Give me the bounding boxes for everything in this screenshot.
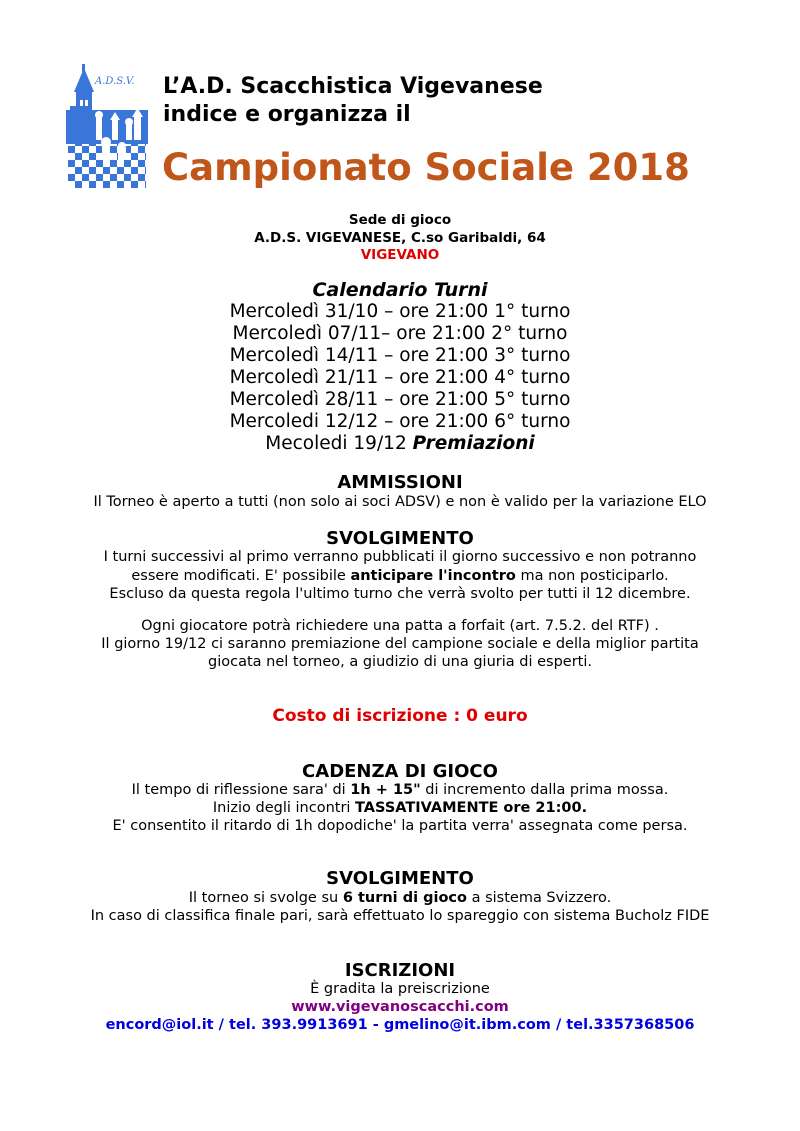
registration-cost: Costo di iscrizione : 0 euro xyxy=(272,706,528,726)
svolgimento-line-4: Ogni giocatore potrà richiedere una patta a forfait (art. 7.5.2. del RTF) . xyxy=(141,618,659,634)
cadenza-line-1 xyxy=(0,781,800,800)
svolgimento-2-heading: SVOLGIMENTO xyxy=(326,868,474,889)
cadenza-line-1-post: di incremento dalla prima mossa. xyxy=(420,782,669,798)
calendar-round: Mercoledì 21/11 – ore 21:00 4° turno xyxy=(229,367,571,388)
calendar-title: Calendario Turni xyxy=(312,279,488,301)
svolgimento-2-line-2: In caso di classifica finale pari, sarà effettuato lo spareggio con sistema Bucholz FIDE xyxy=(90,908,710,924)
svolgimento-2-line-1-post: a sistema Svizzero. xyxy=(466,890,612,906)
cadenza-line-2-bold: TASSATIVAMENTE ore 21:00. xyxy=(355,800,588,816)
header-line-2: indice e organizza il xyxy=(163,102,411,127)
calendar-awards xyxy=(0,433,800,455)
svolgimento-line-6: giocata nel torneo, a giudizio di una giuria di esperti. xyxy=(208,654,592,670)
cadenza-line-1-bold: 1h + 15" xyxy=(350,782,421,798)
calendar-awards-date: Mecoledi 19/12 xyxy=(265,433,413,454)
cadenza-line-2-pre: Inizio degli incontri xyxy=(212,800,356,816)
calendar-awards-label: Premiazioni xyxy=(412,433,535,454)
calendar-round: Mercoledì 07/11– ore 21:00 2° turno xyxy=(232,323,568,344)
header-line-1: L’A.D. Scacchistica Vigevanese xyxy=(163,74,543,99)
svolgimento-2-line-1 xyxy=(0,889,800,908)
venue-city: VIGEVANO xyxy=(360,247,440,263)
venue-label: Sede di gioco xyxy=(348,212,452,228)
calendar-round: Mercoledì 28/11 – ore 21:00 5° turno xyxy=(229,389,571,410)
calendar-round: Mercoledi 12/12 – ore 21:00 6° turno xyxy=(229,411,571,432)
cadenza-line-1-pre: Il tempo di riflessione sara' di xyxy=(131,782,351,798)
ammissioni-text: Il Torneo è aperto a tutti (non solo ai soci ADSV) e non è valido per la variazione ELO xyxy=(93,494,707,510)
svolgimento-2-line-1-bold: 6 turni di gioco xyxy=(342,890,467,906)
svolgimento-2-line-1-pre: Il torneo si svolge su xyxy=(188,890,343,906)
svolgimento-line-2-bold: anticipare l'incontro xyxy=(350,568,516,584)
svolgimento-line-2 xyxy=(0,567,800,586)
page-title: Campionato Sociale 2018 xyxy=(162,146,690,189)
contacts-line[interactable]: encord@iol.it / tel. 393.9913691 - gmelino@it.ibm.com / tel.3357368506 xyxy=(105,1017,695,1033)
svolgimento-line-5: Il giorno 19/12 ci saranno premiazione del campione sociale e della miglior partita xyxy=(101,636,699,652)
iscrizioni-line-1: È gradita la preiscrizione xyxy=(310,981,490,997)
svolgimento-line-2-post: ma non posticiparlo. xyxy=(515,568,669,584)
calendar-round: Mercoledì 31/10 – ore 21:00 1° turno xyxy=(229,301,571,322)
calendar-round: Mercoledì 14/11 – ore 21:00 3° turno xyxy=(229,345,571,366)
venue-address: A.D.S. VIGEVANESE, C.so Garibaldi, 64 xyxy=(254,230,546,246)
svolgimento-line-1: I turni successivi al primo verranno pubblicati il giorno successivo e non potranno xyxy=(103,549,697,565)
cadenza-line-2 xyxy=(0,799,800,818)
website-link[interactable]: www.vigevanoscacchi.com xyxy=(291,999,509,1015)
svolgimento-line-2-pre: essere modificati. E' possibile xyxy=(131,568,351,584)
club-logo xyxy=(66,62,148,190)
cadenza-heading: CADENZA DI GIOCO xyxy=(302,761,498,782)
iscrizioni-heading: ISCRIZIONI xyxy=(344,960,456,981)
logo-text-label: A.D.S.V. xyxy=(95,76,135,87)
svolgimento-heading: SVOLGIMENTO xyxy=(326,528,474,549)
cadenza-line-3: E' consentito il ritardo di 1h dopodiche' la partita verra' assegnata come persa. xyxy=(112,818,688,834)
svolgimento-line-3: Escluso da questa regola l'ultimo turno che verrà svolto per tutti il 12 dicembre. xyxy=(109,586,691,602)
ammissioni-heading: AMMISSIONI xyxy=(337,472,463,493)
